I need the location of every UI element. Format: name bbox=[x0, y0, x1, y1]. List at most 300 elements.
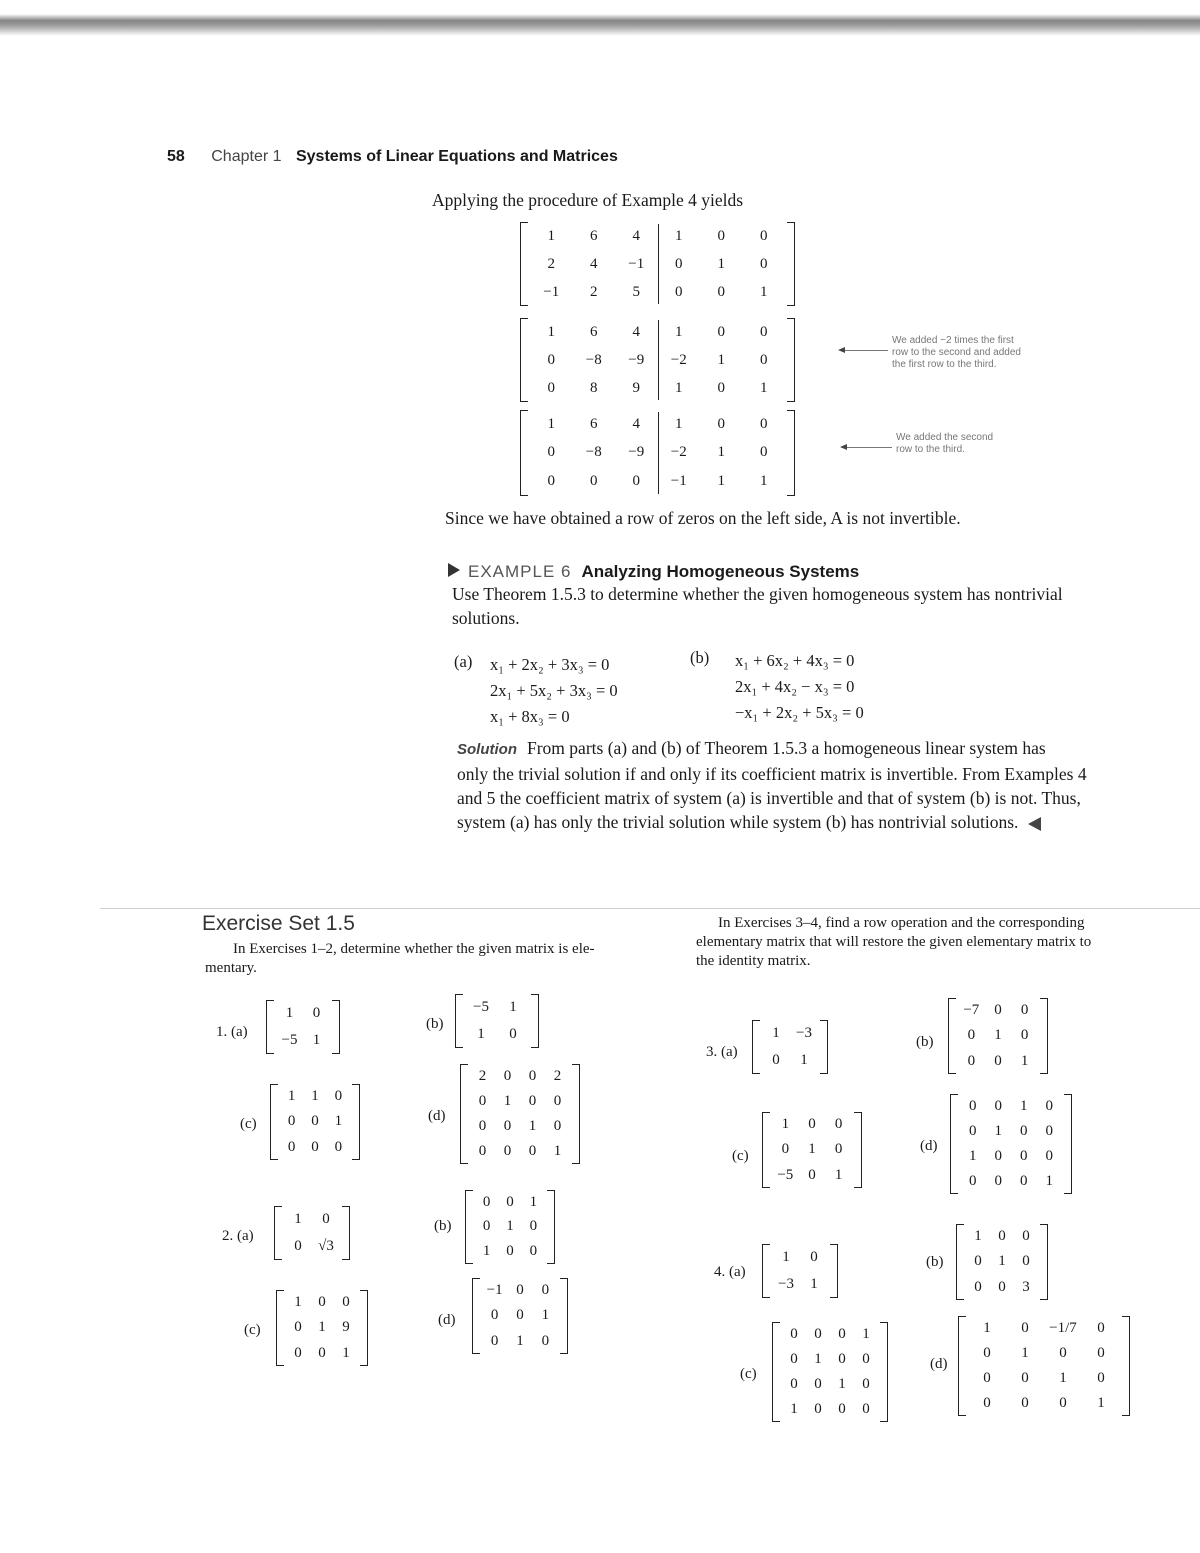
matrix-entry: 0 bbox=[334, 1138, 343, 1155]
left-bracket bbox=[772, 1322, 780, 1422]
exercise-1d-label: (d) bbox=[428, 1108, 446, 1124]
matrix-entry: 0 bbox=[717, 283, 725, 300]
left-bracket bbox=[520, 222, 528, 306]
matrix-entry: 0 bbox=[1020, 1002, 1029, 1019]
matrix-entry: 0 bbox=[311, 1138, 319, 1155]
matrix-entry: 1 bbox=[675, 227, 683, 244]
end-of-solution-icon bbox=[1028, 817, 1041, 831]
matrix-entry: 0 bbox=[862, 1351, 870, 1367]
annotation-step2 bbox=[892, 335, 1021, 371]
matrix-entry: 0 bbox=[717, 227, 725, 244]
matrix-entry: 3 bbox=[1022, 1278, 1030, 1295]
exercise-3a-label: 3. (a) bbox=[706, 1044, 738, 1060]
matrix-entry: 0 bbox=[287, 1113, 296, 1130]
example-prompt bbox=[452, 582, 1063, 630]
matrix-entry: 0 bbox=[1022, 1253, 1030, 1270]
matrix-entry: 0 bbox=[529, 1218, 538, 1235]
exercise-3a-matrix bbox=[752, 1020, 828, 1074]
matrix-entry: 1 bbox=[342, 1344, 350, 1361]
right-bracket bbox=[342, 1206, 350, 1260]
matrix-entry: 0 bbox=[717, 323, 725, 340]
matrix-entry: 1 bbox=[506, 1218, 514, 1235]
matrix-entry: 0 bbox=[322, 1211, 330, 1227]
matrix-entry: 0 bbox=[294, 1319, 302, 1336]
matrix-entry: −9 bbox=[628, 351, 645, 368]
matrix-entry: 0 bbox=[760, 351, 768, 368]
augmented-matrix-step2 bbox=[520, 318, 795, 402]
matrix-entry: 0 bbox=[717, 379, 725, 396]
matrix-entry: 0 bbox=[503, 1118, 512, 1134]
matrix-entry: 0 bbox=[760, 323, 768, 340]
matrix-entry: 1 bbox=[675, 323, 683, 340]
matrix-entry: 0 bbox=[490, 1307, 499, 1324]
exercise-4a-matrix bbox=[762, 1244, 838, 1298]
matrix-entry: 1 bbox=[800, 1052, 808, 1068]
matrix-entry: 0 bbox=[1021, 1320, 1029, 1336]
matrix-entry: 0 bbox=[478, 1093, 487, 1109]
matrix-entry: 0 bbox=[772, 1052, 780, 1068]
left-bracket bbox=[762, 1112, 770, 1188]
matrix-entry: 1 bbox=[1097, 1395, 1105, 1411]
matrix-entry: 0 bbox=[998, 1278, 1006, 1295]
exercise-3c-label: (c) bbox=[732, 1148, 749, 1164]
matrix-entry: 1 bbox=[503, 1093, 512, 1109]
exercise-2a-matrix bbox=[274, 1206, 350, 1260]
matrix-entry: 1 bbox=[760, 283, 768, 300]
arrow-icon bbox=[840, 350, 888, 351]
left-bracket bbox=[958, 1316, 966, 1416]
matrix-entry: 0 bbox=[983, 1345, 991, 1361]
exercise-1a-matrix bbox=[266, 1000, 340, 1054]
matrix-entry: 5 bbox=[632, 283, 640, 300]
matrix-entry: 0 bbox=[760, 255, 768, 272]
exercise-4b-label: (b) bbox=[926, 1254, 944, 1270]
left-bracket bbox=[472, 1278, 480, 1354]
matrix-entry: 1 bbox=[760, 379, 768, 396]
matrix-entry: 0 bbox=[318, 1294, 326, 1311]
matrix-entry: 1 bbox=[1059, 1370, 1067, 1386]
matrix-entry: 1 bbox=[528, 1118, 537, 1134]
left-bracket bbox=[956, 1224, 964, 1300]
matrix-entry: 1 bbox=[553, 1143, 562, 1159]
instruction-line: mentary. bbox=[205, 960, 257, 976]
left-bracket bbox=[762, 1244, 770, 1298]
matrix-entry: 0 bbox=[294, 1238, 302, 1254]
matrix-entry: 9 bbox=[342, 1319, 350, 1336]
exercise-2b-matrix bbox=[465, 1190, 555, 1264]
matrix-entry: 1 bbox=[838, 1376, 846, 1392]
exercise-2b-label: (b) bbox=[434, 1218, 452, 1234]
right-bracket bbox=[547, 1190, 555, 1264]
matrix-entry: 0 bbox=[994, 1148, 1002, 1164]
matrix-entry: 1 bbox=[318, 1319, 326, 1336]
left-bracket bbox=[950, 1094, 958, 1194]
right-bracket bbox=[880, 1322, 888, 1422]
augment-divider bbox=[658, 224, 659, 304]
augmented-matrix-step1 bbox=[520, 222, 795, 306]
matrix-entry: 0 bbox=[547, 379, 555, 396]
matrix-entry: 0 bbox=[790, 1351, 798, 1367]
example-label: EXAMPLE 6 bbox=[468, 562, 572, 581]
annotation-step3 bbox=[896, 432, 993, 456]
matrix-entry: 0 bbox=[294, 1344, 302, 1361]
right-bracket bbox=[572, 1064, 580, 1164]
arrow-icon bbox=[842, 447, 892, 448]
instruction-line: elementary matrix that will restore the given elementary matrix to bbox=[696, 934, 1092, 950]
matrix-entry: −1 bbox=[628, 255, 645, 272]
exercise-2a-label: 2. (a) bbox=[222, 1228, 254, 1244]
augment-divider bbox=[658, 320, 659, 400]
matrix-entry: 0 bbox=[516, 1307, 524, 1324]
solution-label: Solution bbox=[457, 741, 517, 758]
right-bracket bbox=[1122, 1316, 1130, 1416]
annotation-line: row to the third. bbox=[896, 444, 965, 455]
matrix-entry: 1 bbox=[509, 999, 517, 1015]
exercise-1a-label: 1. (a) bbox=[216, 1024, 248, 1040]
matrix-entry: √3 bbox=[318, 1238, 334, 1254]
matrix-entry: −2 bbox=[670, 444, 687, 461]
exercise-3b-matrix bbox=[948, 998, 1048, 1074]
system-a-label: (a) bbox=[454, 652, 473, 671]
matrix-entry: 0 bbox=[547, 351, 555, 368]
instruction-line: the identity matrix. bbox=[696, 953, 811, 969]
matrix-entry: 1 bbox=[717, 351, 725, 368]
matrix-entry: −9 bbox=[628, 444, 645, 461]
annotation-line: the first row to the third. bbox=[892, 359, 997, 370]
matrix-entry: 0 bbox=[814, 1376, 822, 1392]
matrix-entry: 0 bbox=[967, 1027, 976, 1044]
annotation-line: row to the second and added bbox=[892, 347, 1021, 358]
matrix-entry: 1 bbox=[998, 1253, 1006, 1270]
matrix-entry: 0 bbox=[790, 1376, 798, 1392]
matrix-entry: 1 bbox=[814, 1351, 822, 1367]
matrix-entry: 6 bbox=[590, 227, 598, 244]
page-header bbox=[167, 148, 618, 166]
intro-text: Applying the procedure of Example 4 yields bbox=[432, 190, 744, 210]
matrix-entry: 0 bbox=[553, 1118, 562, 1134]
exercise-3d-matrix bbox=[950, 1094, 1072, 1194]
solution-line: only the trivial solution if and only if its coefficient matrix is invertible. From Examples 4 bbox=[457, 764, 1087, 784]
matrix-entry: 0 bbox=[1021, 1370, 1029, 1386]
matrix-entry: 2 bbox=[478, 1068, 487, 1084]
matrix-entry: −8 bbox=[585, 444, 602, 461]
matrix-entry: 1 bbox=[1021, 1345, 1029, 1361]
scan-edge bbox=[0, 14, 1200, 36]
matrix-entry: 0 bbox=[509, 1026, 517, 1042]
matrix-entry: −2 bbox=[670, 351, 687, 368]
left-bracket bbox=[266, 1000, 274, 1054]
system-a bbox=[490, 652, 618, 730]
matrix-entry: 0 bbox=[1059, 1395, 1067, 1411]
matrix-entry: 0 bbox=[760, 415, 768, 432]
left-bracket bbox=[460, 1064, 468, 1164]
matrix-entry: 1 bbox=[969, 1148, 977, 1164]
matrix-entry: 0 bbox=[834, 1141, 843, 1158]
equation: x₁ + 8x₃ = 0 bbox=[490, 707, 570, 726]
right-bracket bbox=[854, 1112, 862, 1188]
matrix-entry: 0 bbox=[590, 473, 598, 490]
exercise-4b-matrix bbox=[956, 1224, 1048, 1300]
matrix-entry: 6 bbox=[590, 323, 598, 340]
exercise-4c-label: (c) bbox=[740, 1366, 757, 1382]
equation: −x₁ + 2x₂ + 5x₃ = 0 bbox=[735, 703, 864, 722]
exercise-2c-matrix bbox=[276, 1290, 368, 1366]
matrix-entry: 0 bbox=[528, 1143, 537, 1159]
matrix-entry: 0 bbox=[528, 1093, 537, 1109]
matrix-entry: 1 bbox=[547, 323, 555, 340]
matrix-entry: 1 bbox=[862, 1326, 870, 1342]
right-bracket bbox=[820, 1020, 828, 1074]
exercise-3d-label: (d) bbox=[920, 1138, 938, 1154]
matrix-entry: 1 bbox=[675, 415, 683, 432]
exercise-4a-label: 4. (a) bbox=[714, 1264, 746, 1280]
matrix-entry: 4 bbox=[590, 255, 598, 272]
matrix-entry: 0 bbox=[312, 1005, 321, 1021]
right-bracket bbox=[787, 222, 795, 306]
solution-line: and 5 the coefficient matrix of system (a) is invertible and that of system (b) is not. Thus, bbox=[457, 788, 1081, 808]
exercise-1d-matrix bbox=[460, 1064, 580, 1164]
matrix-entry: 1 bbox=[1020, 1098, 1028, 1114]
matrix-entry: −5 bbox=[281, 1032, 298, 1048]
matrix-entry: 0 bbox=[1097, 1320, 1105, 1336]
matrix-entry: 6 bbox=[590, 415, 598, 432]
matrix-entry: 1 bbox=[547, 227, 555, 244]
matrix-entry: 1 bbox=[808, 1141, 816, 1158]
matrix-entry: 1 bbox=[790, 1401, 798, 1417]
matrix-entry: 0 bbox=[969, 1173, 977, 1189]
matrix-entry: 0 bbox=[717, 415, 725, 432]
matrix-entry: 1 bbox=[781, 1116, 790, 1133]
matrix-entry: 0 bbox=[541, 1282, 550, 1299]
left-bracket bbox=[520, 318, 528, 402]
example-heading bbox=[448, 562, 859, 582]
exercise-3b-label: (b) bbox=[916, 1034, 934, 1050]
matrix-entry: 0 bbox=[862, 1376, 870, 1392]
exercise-4c-matrix bbox=[772, 1322, 888, 1422]
matrix-entry: 0 bbox=[1020, 1173, 1028, 1189]
exercise-1c-label: (c) bbox=[240, 1116, 257, 1132]
matrix-entry: 0 bbox=[998, 1228, 1006, 1245]
matrix-entry: −5 bbox=[777, 1166, 794, 1183]
prompt-line: solutions. bbox=[452, 608, 520, 628]
matrix-entry: 1 bbox=[760, 473, 768, 490]
matrix-entry: 1 bbox=[312, 1032, 321, 1048]
exercise-2d-matrix bbox=[472, 1278, 568, 1354]
annotation-line: We added the second bbox=[896, 432, 994, 443]
matrix-entry: 0 bbox=[838, 1326, 846, 1342]
exercise-4d-label: (d) bbox=[930, 1356, 948, 1372]
matrix-entry: 0 bbox=[969, 1123, 977, 1139]
matrix-entry: 0 bbox=[974, 1253, 982, 1270]
equation: x₁ + 2x₂ + 3x₃ = 0 bbox=[490, 655, 610, 674]
instructions-right bbox=[696, 914, 1166, 971]
left-bracket bbox=[948, 998, 956, 1074]
matrix-entry: 0 bbox=[1097, 1345, 1105, 1361]
exercise-2c-label: (c) bbox=[244, 1322, 261, 1338]
matrix-entry: 0 bbox=[528, 1068, 537, 1084]
exercise-set-title: Exercise Set 1.5 bbox=[202, 912, 355, 935]
matrix-entry: 0 bbox=[1059, 1345, 1067, 1361]
right-bracket bbox=[830, 1244, 838, 1298]
matrix-entry: 1 bbox=[547, 415, 555, 432]
right-bracket bbox=[787, 410, 795, 496]
matrix-entry: 1 bbox=[287, 1088, 296, 1105]
matrix-entry: 1 bbox=[983, 1320, 991, 1336]
matrix-entry: 0 bbox=[781, 1141, 790, 1158]
matrix-entry: 0 bbox=[808, 1166, 816, 1183]
exercise-1b-matrix bbox=[455, 994, 539, 1048]
matrix-entry: 1 bbox=[477, 1026, 485, 1042]
right-bracket bbox=[1040, 1224, 1048, 1300]
matrix-entry: 0 bbox=[311, 1113, 319, 1130]
matrix-entry: 0 bbox=[529, 1243, 538, 1260]
equation: 2x₁ + 5x₂ + 3x₃ = 0 bbox=[490, 681, 618, 700]
matrix-entry: 0 bbox=[983, 1370, 991, 1386]
matrix-entry: 0 bbox=[516, 1282, 524, 1299]
right-bracket bbox=[1040, 998, 1048, 1074]
instruction-line: In Exercises 3–4, find a row operation and the corresponding bbox=[718, 915, 1085, 931]
matrix-entry: 0 bbox=[675, 255, 683, 272]
matrix-entry: 1 bbox=[1020, 1052, 1029, 1069]
matrix-entry: 1 bbox=[541, 1307, 550, 1324]
left-bracket bbox=[752, 1020, 760, 1074]
matrix-entry: 1 bbox=[717, 255, 725, 272]
matrix-entry: 0 bbox=[1045, 1123, 1053, 1139]
matrix-entry: 0 bbox=[1097, 1370, 1105, 1386]
matrix-entry: 0 bbox=[994, 1052, 1002, 1069]
matrix-entry: 1 bbox=[810, 1276, 818, 1292]
matrix-entry: 0 bbox=[675, 283, 683, 300]
matrix-entry: 0 bbox=[969, 1098, 977, 1114]
matrix-entry: 0 bbox=[814, 1401, 822, 1417]
left-bracket bbox=[455, 994, 463, 1048]
matrix-entry: 1 bbox=[675, 379, 683, 396]
matrix-entry: 0 bbox=[814, 1326, 822, 1342]
matrix-entry: 0 bbox=[983, 1395, 991, 1411]
matrix-entry: 0 bbox=[1020, 1148, 1028, 1164]
right-bracket bbox=[332, 1000, 340, 1054]
matrix-entry: 0 bbox=[506, 1193, 514, 1210]
matrix-entry: 0 bbox=[506, 1243, 514, 1260]
matrix-entry: 1 bbox=[717, 444, 725, 461]
system-b-label: (b) bbox=[690, 648, 710, 667]
matrix-entry: 0 bbox=[503, 1143, 512, 1159]
matrix-entry: 8 bbox=[590, 379, 598, 396]
matrix-entry: 0 bbox=[974, 1278, 982, 1295]
matrix-entry: 0 bbox=[994, 1002, 1002, 1019]
matrix-entry: 4 bbox=[632, 323, 640, 340]
matrix-entry: 1 bbox=[529, 1193, 538, 1210]
matrix-entry: 0 bbox=[334, 1088, 343, 1105]
matrix-entry: 0 bbox=[1045, 1148, 1053, 1164]
matrix-entry: 0 bbox=[478, 1118, 487, 1134]
matrix-entry: 1 bbox=[334, 1113, 343, 1130]
matrix-entry: 1 bbox=[1045, 1173, 1053, 1189]
matrix-entry: 2 bbox=[590, 283, 598, 300]
exercise-1c-matrix bbox=[270, 1084, 360, 1160]
matrix-entry: −1 bbox=[543, 283, 560, 300]
exercise-2d-label: (d) bbox=[438, 1312, 456, 1328]
matrix-entry: −8 bbox=[585, 351, 602, 368]
conclusion-text: Since we have obtained a row of zeros on the left side, A is not invertible. bbox=[445, 508, 961, 528]
matrix-entry: 1 bbox=[516, 1332, 524, 1349]
matrix-entry: 0 bbox=[1020, 1027, 1029, 1044]
matrix-entry: −1 bbox=[486, 1282, 503, 1299]
left-bracket bbox=[270, 1084, 278, 1160]
augmented-matrix-step3 bbox=[520, 410, 795, 496]
matrix-entry: 1 bbox=[974, 1228, 982, 1245]
matrix-entry: 0 bbox=[490, 1332, 499, 1349]
solution-line: From parts (a) and (b) of Theorem 1.5.3 a homogeneous linear system has bbox=[527, 738, 1046, 758]
left-bracket bbox=[276, 1290, 284, 1366]
exercise-3c-matrix bbox=[762, 1112, 862, 1188]
exercise-4d-matrix bbox=[958, 1316, 1130, 1416]
left-bracket bbox=[274, 1206, 282, 1260]
exercise-1b-label: (b) bbox=[426, 1016, 444, 1032]
matrix-entry: 4 bbox=[632, 415, 640, 432]
matrix-entry: 0 bbox=[541, 1332, 550, 1349]
augment-divider bbox=[658, 412, 659, 494]
matrix-entry: 1 bbox=[717, 473, 725, 490]
matrix-entry: −1/7 bbox=[1049, 1320, 1077, 1336]
right-bracket bbox=[352, 1084, 360, 1160]
matrix-entry: −3 bbox=[778, 1276, 794, 1292]
matrix-entry: −1 bbox=[670, 473, 687, 490]
matrix-entry: 0 bbox=[838, 1401, 846, 1417]
matrix-entry: 0 bbox=[808, 1116, 816, 1133]
right-bracket bbox=[531, 994, 539, 1048]
matrix-entry: 0 bbox=[482, 1193, 491, 1210]
matrix-entry: 0 bbox=[760, 444, 768, 461]
matrix-entry: 1 bbox=[994, 1123, 1002, 1139]
matrix-entry: 0 bbox=[1020, 1123, 1028, 1139]
matrix-entry: 0 bbox=[478, 1143, 487, 1159]
right-bracket bbox=[360, 1290, 368, 1366]
matrix-entry: 0 bbox=[838, 1351, 846, 1367]
matrix-entry: 0 bbox=[482, 1218, 491, 1235]
matrix-entry: 0 bbox=[1021, 1395, 1029, 1411]
matrix-entry: 0 bbox=[834, 1116, 843, 1133]
matrix-entry: 1 bbox=[294, 1211, 302, 1227]
matrix-entry: 0 bbox=[547, 444, 555, 461]
solution-block bbox=[457, 736, 1157, 834]
matrix-entry: 1 bbox=[772, 1025, 780, 1041]
example-title: Analyzing Homogeneous Systems bbox=[581, 562, 860, 581]
matrix-entry: 0 bbox=[967, 1052, 976, 1069]
system-b bbox=[735, 648, 864, 726]
matrix-entry: 0 bbox=[760, 227, 768, 244]
matrix-entry: 0 bbox=[1045, 1098, 1053, 1114]
matrix-entry: 0 bbox=[632, 473, 640, 490]
matrix-entry: 0 bbox=[547, 473, 555, 490]
matrix-entry: 0 bbox=[1022, 1228, 1030, 1245]
matrix-entry: 0 bbox=[342, 1294, 350, 1311]
chapter-label: Chapter 1 bbox=[211, 148, 282, 165]
annotation-line: We added −2 times the first bbox=[892, 335, 1014, 346]
example-marker-icon bbox=[448, 563, 460, 577]
matrix-entry: 0 bbox=[810, 1249, 818, 1265]
left-bracket bbox=[465, 1190, 473, 1264]
instruction-line: In Exercises 1–2, determine whether the given matrix is ele- bbox=[233, 941, 595, 957]
right-bracket bbox=[787, 318, 795, 402]
matrix-entry: 1 bbox=[834, 1166, 843, 1183]
page-number: 58 bbox=[167, 148, 185, 165]
matrix-entry: 1 bbox=[311, 1088, 319, 1105]
matrix-entry: 0 bbox=[503, 1068, 512, 1084]
matrix-entry: 0 bbox=[318, 1344, 326, 1361]
matrix-entry: 2 bbox=[547, 255, 555, 272]
matrix-entry: 1 bbox=[994, 1027, 1002, 1044]
